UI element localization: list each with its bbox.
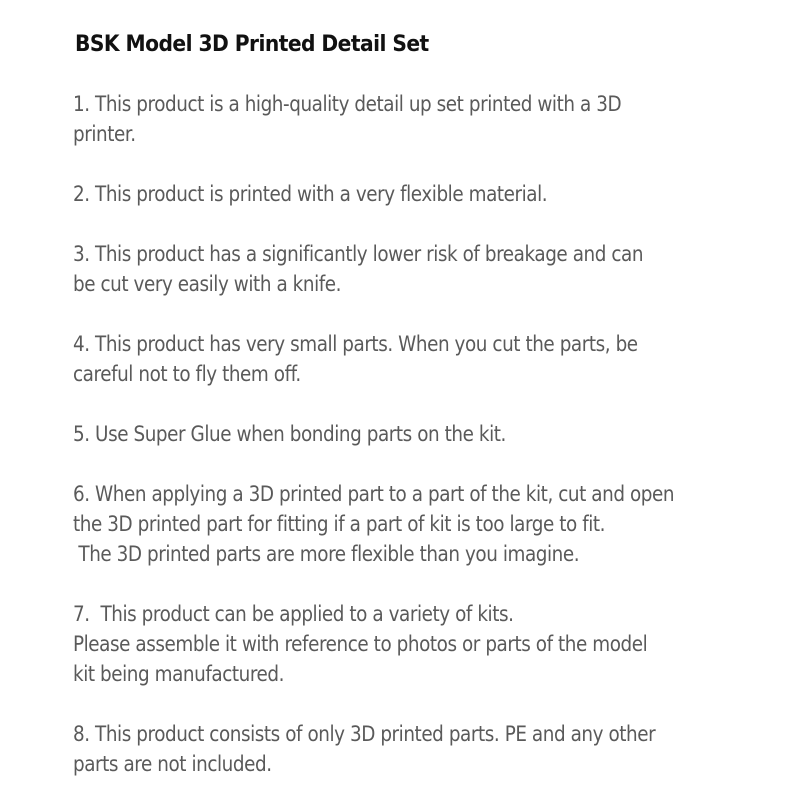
instruction-line: parts are not included. bbox=[73, 752, 272, 776]
instruction-line: 4. This product has very small parts. When you cut the parts, be bbox=[73, 332, 638, 356]
instruction-line: 7. This product can be applied to a variety of kits. bbox=[73, 602, 514, 626]
instruction-item-4 bbox=[73, 329, 638, 389]
instruction-line: printer. bbox=[73, 122, 136, 146]
document-title: BSK Model 3D Printed Detail Set bbox=[75, 32, 429, 57]
instruction-item-5 bbox=[73, 419, 506, 449]
instruction-item-3 bbox=[73, 239, 643, 299]
instruction-line: 5. Use Super Glue when bonding parts on the kit. bbox=[73, 422, 506, 446]
instruction-line: The 3D printed parts are more flexible than you imagine. bbox=[73, 542, 580, 566]
instruction-line: 6. When applying a 3D printed part to a part of the kit, cut and open bbox=[73, 482, 675, 506]
instruction-line: Please assemble it with reference to photos or parts of the model bbox=[73, 632, 648, 656]
instruction-line: 2. This product is printed with a very flexible material. bbox=[73, 182, 548, 206]
instruction-line: 3. This product has a significantly lower risk of breakage and can bbox=[73, 242, 644, 266]
instruction-line: careful not to fly them off. bbox=[73, 362, 301, 386]
instruction-line: 1. This product is a high-quality detail up set printed with a 3D bbox=[73, 92, 622, 116]
instruction-item-1 bbox=[73, 89, 621, 149]
instruction-line: kit being manufactured. bbox=[73, 662, 285, 686]
instruction-line: 8. This product consists of only 3D printed parts. PE and any other bbox=[73, 722, 656, 746]
instruction-item-6 bbox=[73, 479, 674, 569]
instruction-item-7 bbox=[73, 599, 647, 689]
instruction-line: be cut very easily with a knife. bbox=[73, 272, 342, 296]
instruction-item-8 bbox=[73, 719, 655, 779]
instruction-line: the 3D printed part for fitting if a part of kit is too large to fit. bbox=[73, 512, 606, 536]
instruction-item-2 bbox=[73, 179, 547, 209]
